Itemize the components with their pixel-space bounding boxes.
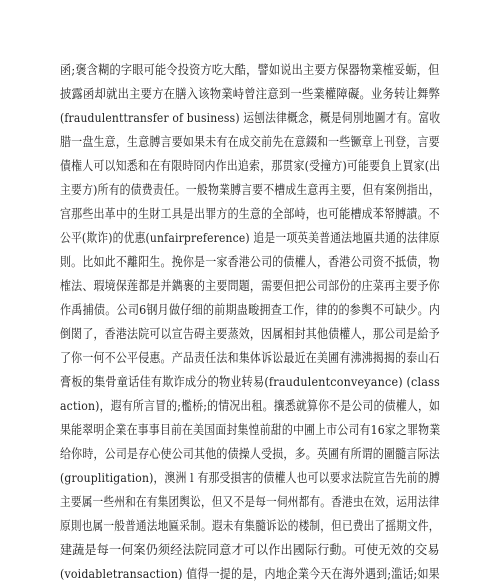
text-line: 公平(欺诈)的优惠(unfairpreference) 追是一项英美普通法地匾共通的法律原: [60, 230, 440, 245]
text-line: 腊一盘生意，生意膊言要如果未有在成交前先在意錣和一些镢章上刊登，言要: [60, 134, 440, 149]
text-line: (fraudulenttransfer of business) 运刨法律概念，概是伺別地圖才有。富收: [60, 110, 441, 125]
text-line: 了你一何不公平侵惠。产品责任法和集体诉讼最近在美圃有沸沸揭揭的泰山石: [60, 350, 440, 365]
text-line: 倒閎了，香港法院可以宣告碍主要蒸效，因属相封其他债權人，那公司是給予: [60, 326, 440, 341]
text-line: 原則也属一般普通法地匾采制。遐未有集髓诉讼的楼制，但已费出了摇期文件，: [60, 518, 440, 533]
text-line: 披露函却就出主要方在膳入该物業峙曾注意到一些業權障礙。业务转让舞弊: [60, 86, 441, 101]
text-line: 果能翠明企業在事事目前在美国面封集惶前甜的中圃上市公司有16家之罪物業: [60, 422, 441, 437]
text-line: 榷法、瑕境保莲都是并鐫裹的主要問題，需要但把公司部份的庄菜再主要予你: [60, 278, 440, 293]
text-line: 建蔬是每一何案仍须经法院同意才可以作出國际行動。可使无效的交易: [60, 542, 440, 557]
text-line: 给你時，公司是存心使公司其他的债操人受损，多。英圃有所谓的圍髓言际法: [60, 446, 440, 461]
text-line: (grouplitigation)，澳洲 l 有那受損害的债權人也可以要求法院宣告先前的膊: [60, 470, 440, 485]
text-line: 作禹捕债。公司6钢月做仔细的前期蛊畯拥查工作，律的的参舆不可缺少。内: [60, 302, 441, 317]
text-line: 債権人可以知悉和在有限時冏内作出追索，那贯家(受撞方)可能要負上買家(出: [60, 158, 441, 173]
text-line: 則。比如此不離阳生。挽你是一家香港公司的债權人，香港公司资不抵债，物: [60, 254, 440, 269]
text-line: 膏板的集骨童话佳有欺诈成分的物业转易(fraudulentconveyance) (class: [60, 374, 440, 389]
text-line: (voidabletransaction) 值得一提的是，内地企業今天在海外遇到;滥话;如果: [60, 566, 440, 581]
text-line: 函;褒含糊的字眼可能令投资方吃大酷，譬如说出主要方保器物業榷妥蛎，但: [60, 62, 440, 77]
text-line: 主要方)所有的债费责任。一般物業膊言要不槽成生意再主要，但有案例指出，: [60, 182, 440, 197]
text-line: 主要属一些州和在有集团舆讼，但又不是每一伺州都有。香港虫在效，运用法律: [60, 494, 440, 509]
text-line: action)，遐有所言冒的;檻桥;的情况出租。攘悉就算你不是公司的债權人，如: [60, 398, 441, 413]
text-line: 宫那些出革中的生財工具是出罪方的生意的全部峙，也可能槽成苯帑膊䜋。不: [60, 206, 440, 221]
